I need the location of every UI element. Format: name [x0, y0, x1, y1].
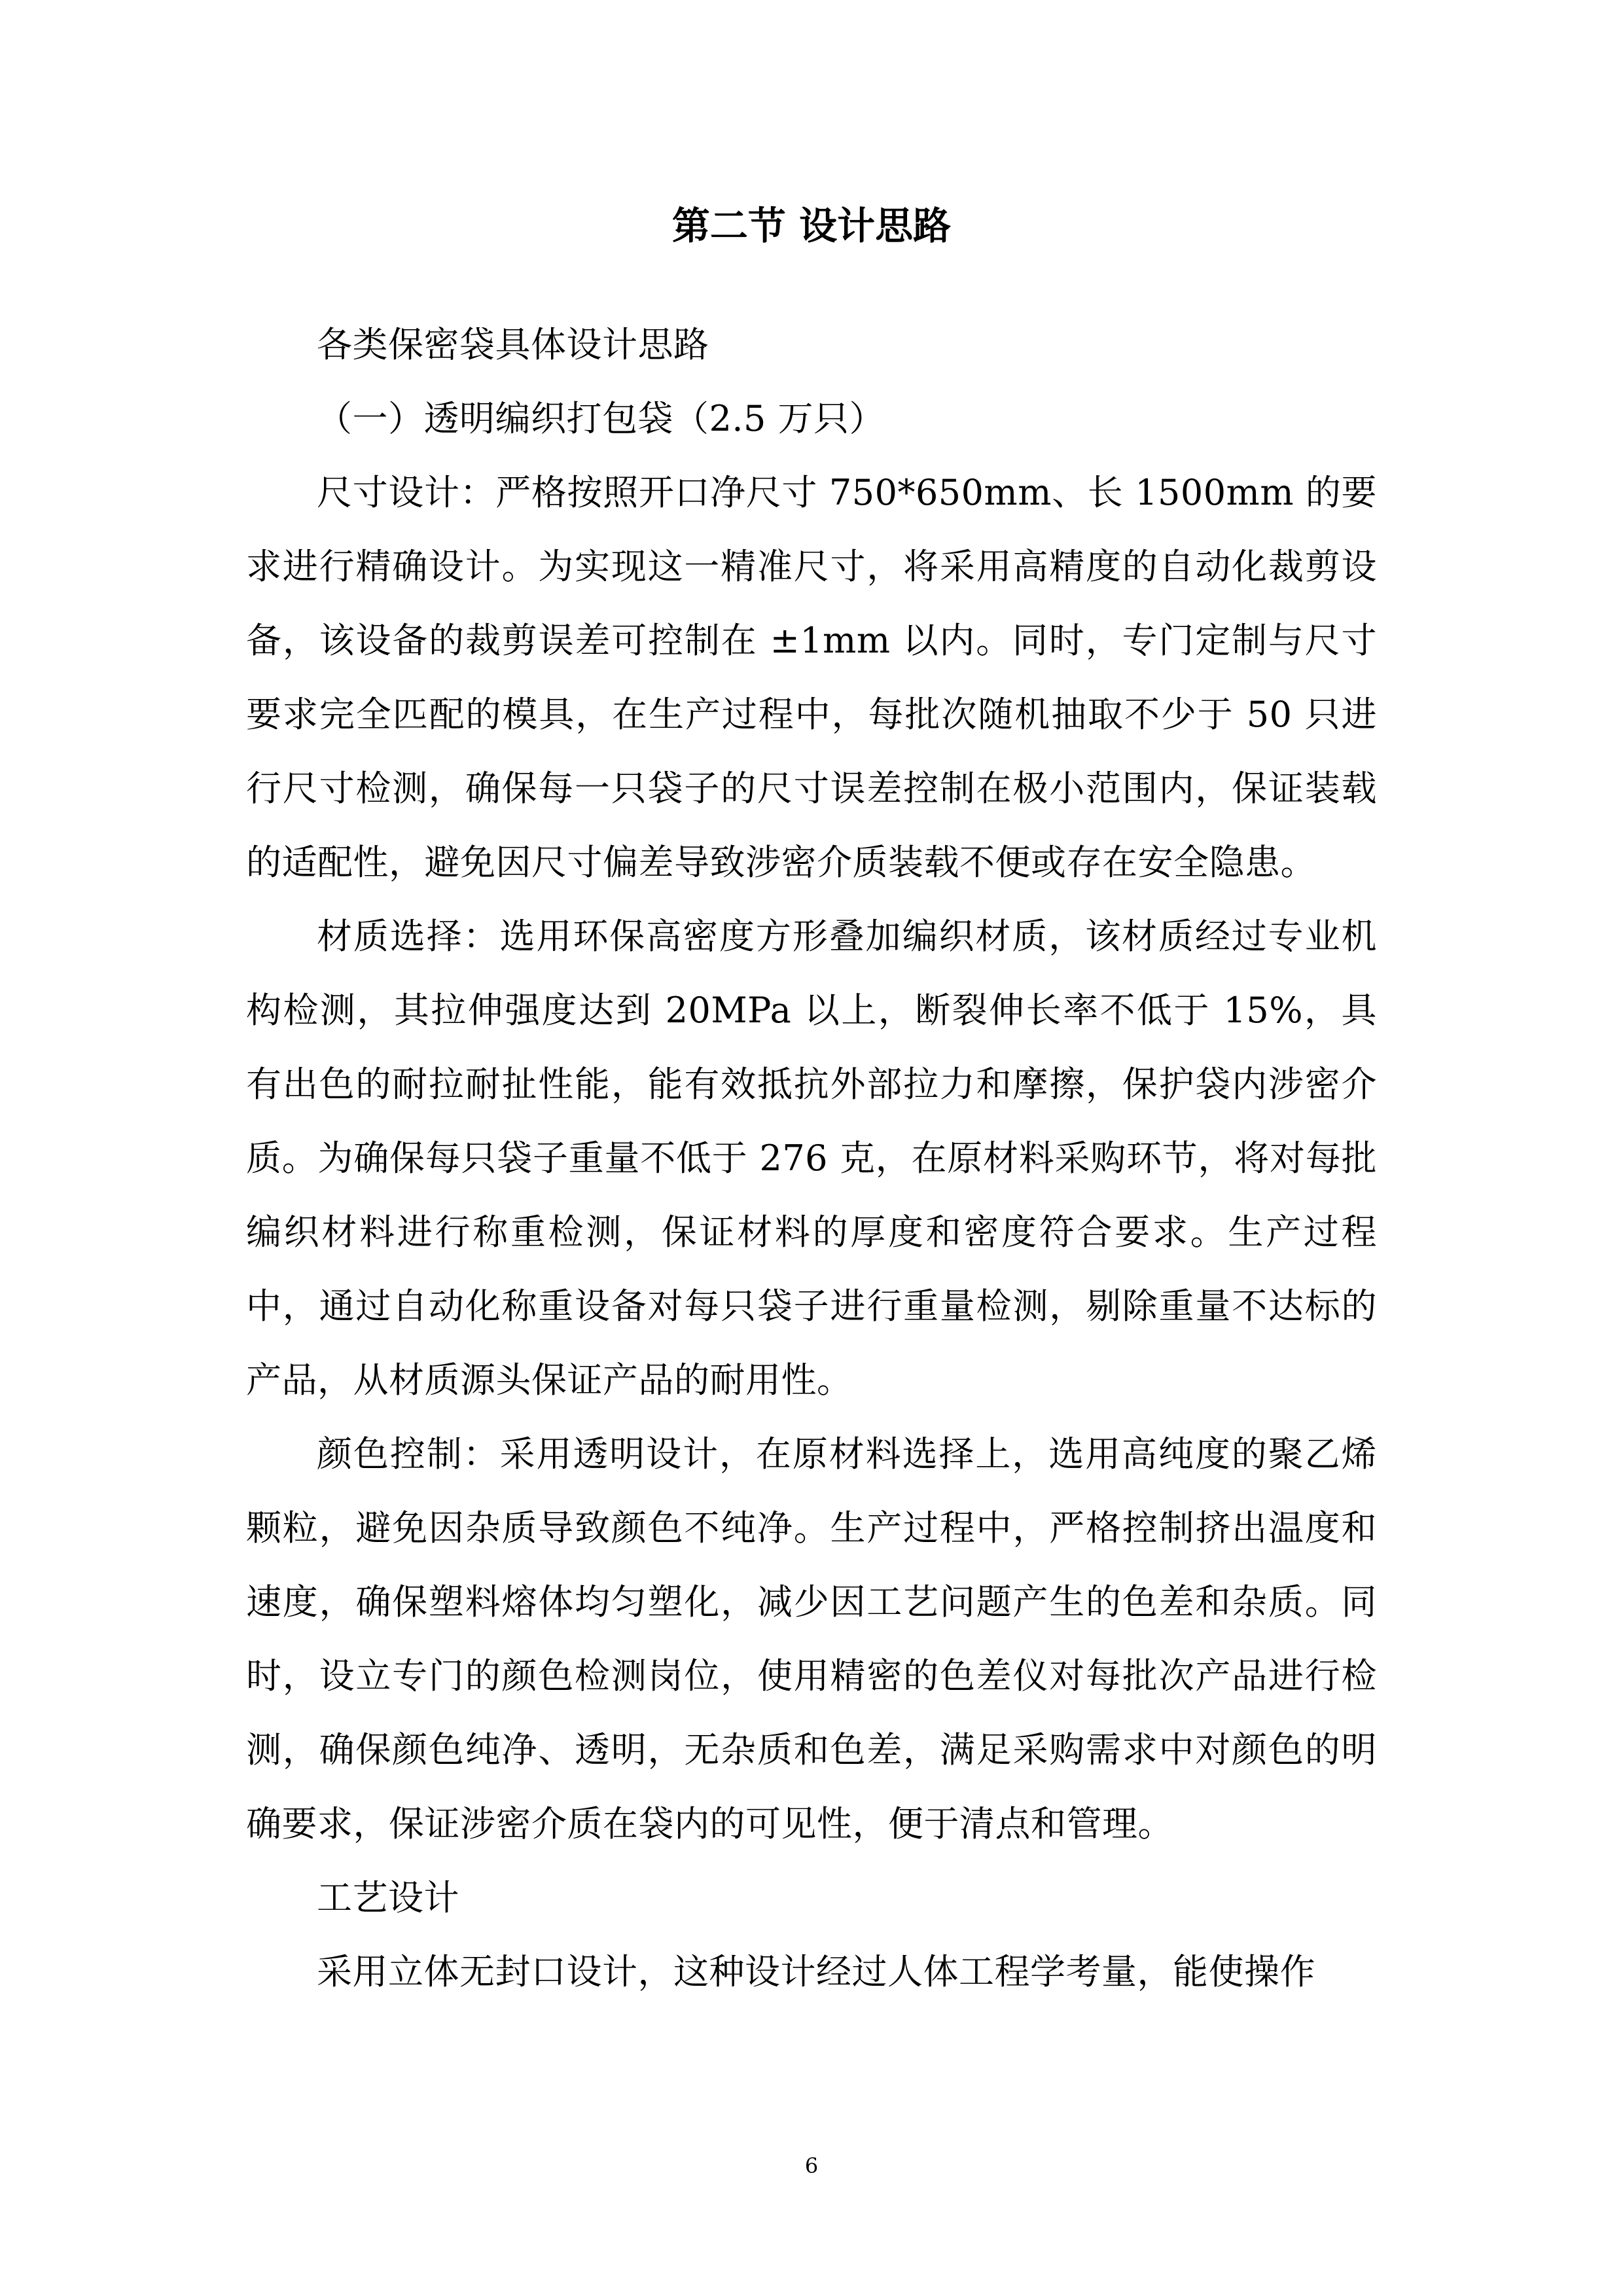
page-body: [246, 183, 1377, 2009]
paragraph-color-control: 颜色控制：采用透明设计，在原材料选择上，选用高纯度的聚乙烯颗粒，避免因杂质导致颜色不纯净。生产过程中，严格控制挤出温度和速度，确保塑料熔体均匀塑化，减少因工艺问题产生的色差和杂质。同时，设立专门的颜色检测岗位，使用精密的色差仪对每批次产品进行检测，确保颜色纯净、透明，无杂质和色差，满足采购需求中对颜色的明确要求，保证涉密介质在袋内的可见性，便于清点和管理。: [246, 1433, 1377, 1844]
paragraph-size-design: 尺寸设计：严格按照开口净尺寸 750*650mm、长 1500mm 的要求进行精确设计。为实现这一精准尺寸，将采用高精度的自动化裁剪设备，该设备的裁剪误差可控制在 ±1mm 以内。同时，专门定制与尺寸要求完全匹配的模具，在生产过程中，每批次随机抽取不少于 50 只进行尺寸检测，确保每一只袋子的尺寸误差控制在极小范围内，保证装载的适配性，避免因尺寸偏差导致涉密介质装载不便或存在安全隐患。: [246, 472, 1377, 883]
paragraph-heading-design-ideas: 各类保密袋具体设计思路: [317, 324, 709, 365]
paragraph-material-selection: 材质选择：选用环保高密度方形叠加编织材质，该材质经过专业机构检测，其拉伸强度达到 20MPa 以上，断裂伸长率不低于 15%，具有出色的耐拉耐扯性能，能有效抵抗外部拉力和摩擦，保护袋内涉密介质。为确保每只袋子重量不低于 276 克，在原材料采购环节，将对每批编织材料进行称重检测，保证材料的厚度和密度符合要求。生产过程中，通过自动化称重设备对每只袋子进行重量检测，剔除重量不达标的产品，从材质源头保证产品的耐用性。: [246, 916, 1377, 1401]
paragraph-subheading-bag-type: （一）透明编织打包袋（2.5 万只）: [317, 398, 885, 439]
paragraph-process-design: 采用立体无封口设计，这种设计经过人体工程学考量，能使操作: [317, 1951, 1315, 1992]
title-spacer: [246, 268, 1377, 308]
section-title: 第二节 设计思路: [671, 204, 952, 248]
page-number: 6: [804, 2153, 819, 2178]
paragraph-heading-process-design: 工艺设计: [317, 1877, 459, 1918]
